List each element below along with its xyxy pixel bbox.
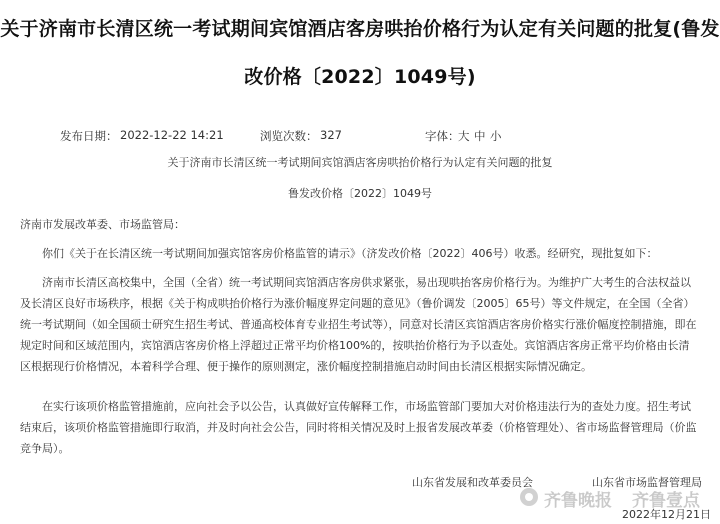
document-number: 鲁发改价格〔2022〕1049号	[288, 187, 432, 200]
font-size-label: 字体：	[425, 129, 460, 143]
signature-market-regulation: 山东省市场监督管理局	[592, 476, 702, 489]
document-title-line-1: 关于济南市长清区统一考试期间宾馆酒店客房哄抬价格行为认定有关问题的批复(鲁发	[0, 18, 720, 40]
publish-date-value: 2022-12-22 14:21	[120, 128, 224, 142]
paragraph-3: 在实行该项价格监管措施前，应向社会予以公告，认真做好宣传解释工作，市场监管部门要加大对价格违法行为的查处力度。招生考试结束后，该项价格监管措施即行取消，并及时向社会公告，同时将相关情况及时上报省发展改革委（价格管理处）、省市场监督管理局（价监竞争局）。	[20, 400, 697, 455]
meta-bar	[0, 128, 720, 144]
views-label: 浏览次数：	[260, 129, 318, 143]
publish-date-label: 发布日期：	[60, 129, 118, 143]
paragraph-1: 你们《关于在长清区统一考试期间加强宾馆客房价格监管的请示》（济发改价格〔2022〕406号）收悉。经研究，现批复如下：	[42, 247, 658, 260]
watermark-app: 齐鲁壹点	[632, 491, 700, 511]
signature-ndrc: 山东省发展和改革委员会	[412, 476, 533, 489]
document-subtitle: 关于济南市长清区统一考试期间宾馆酒店客房哄抬价格行为认定有关问题的批复	[167, 156, 553, 169]
font-size-medium-button[interactable]: 中	[474, 129, 486, 143]
font-size-small-button[interactable]: 小	[490, 129, 502, 143]
document-title-line-2: 改价格〔2022〕1049号)	[244, 66, 476, 88]
views-value: 327	[320, 128, 342, 142]
watermark-logo-icon	[520, 488, 538, 506]
addressee: 济南市发展改革委、市场监管局：	[20, 218, 185, 231]
watermark-brand: 齐鲁晚报	[544, 491, 612, 511]
paragraph-2: 济南市长清区高校集中，全国（全省）统一考试期间宾馆酒店客房供求紧张，易出现哄抬客房价格行为。为维护广大考生的合法权益以及长清区良好市场秩序，根据《关于构成哄抬价格行为涨价幅度界定问题的意见》（鲁价调发〔2005〕65号）等文件规定，在全国（全省）统一考试期间（如全国硕士研究生招生考试、普通高校体育专业招生考试等），同意对长清区宾馆酒店客房价格实行涨价幅度控制措施，即在规定时间和区域范围内，宾馆酒店客房价格上浮超过正常平均价格100%的，按哄抬价格行为予以查处。宾馆酒店客房正常平均价格由长清区根据现行价格情况，本着科学合理、便于操作的原则测定，涨价幅度控制措施启动时间由长清区根据实际情况确定。	[20, 276, 697, 373]
font-size-large-button[interactable]: 大	[458, 129, 470, 143]
document-date: 2022年12月21日	[622, 508, 711, 521]
